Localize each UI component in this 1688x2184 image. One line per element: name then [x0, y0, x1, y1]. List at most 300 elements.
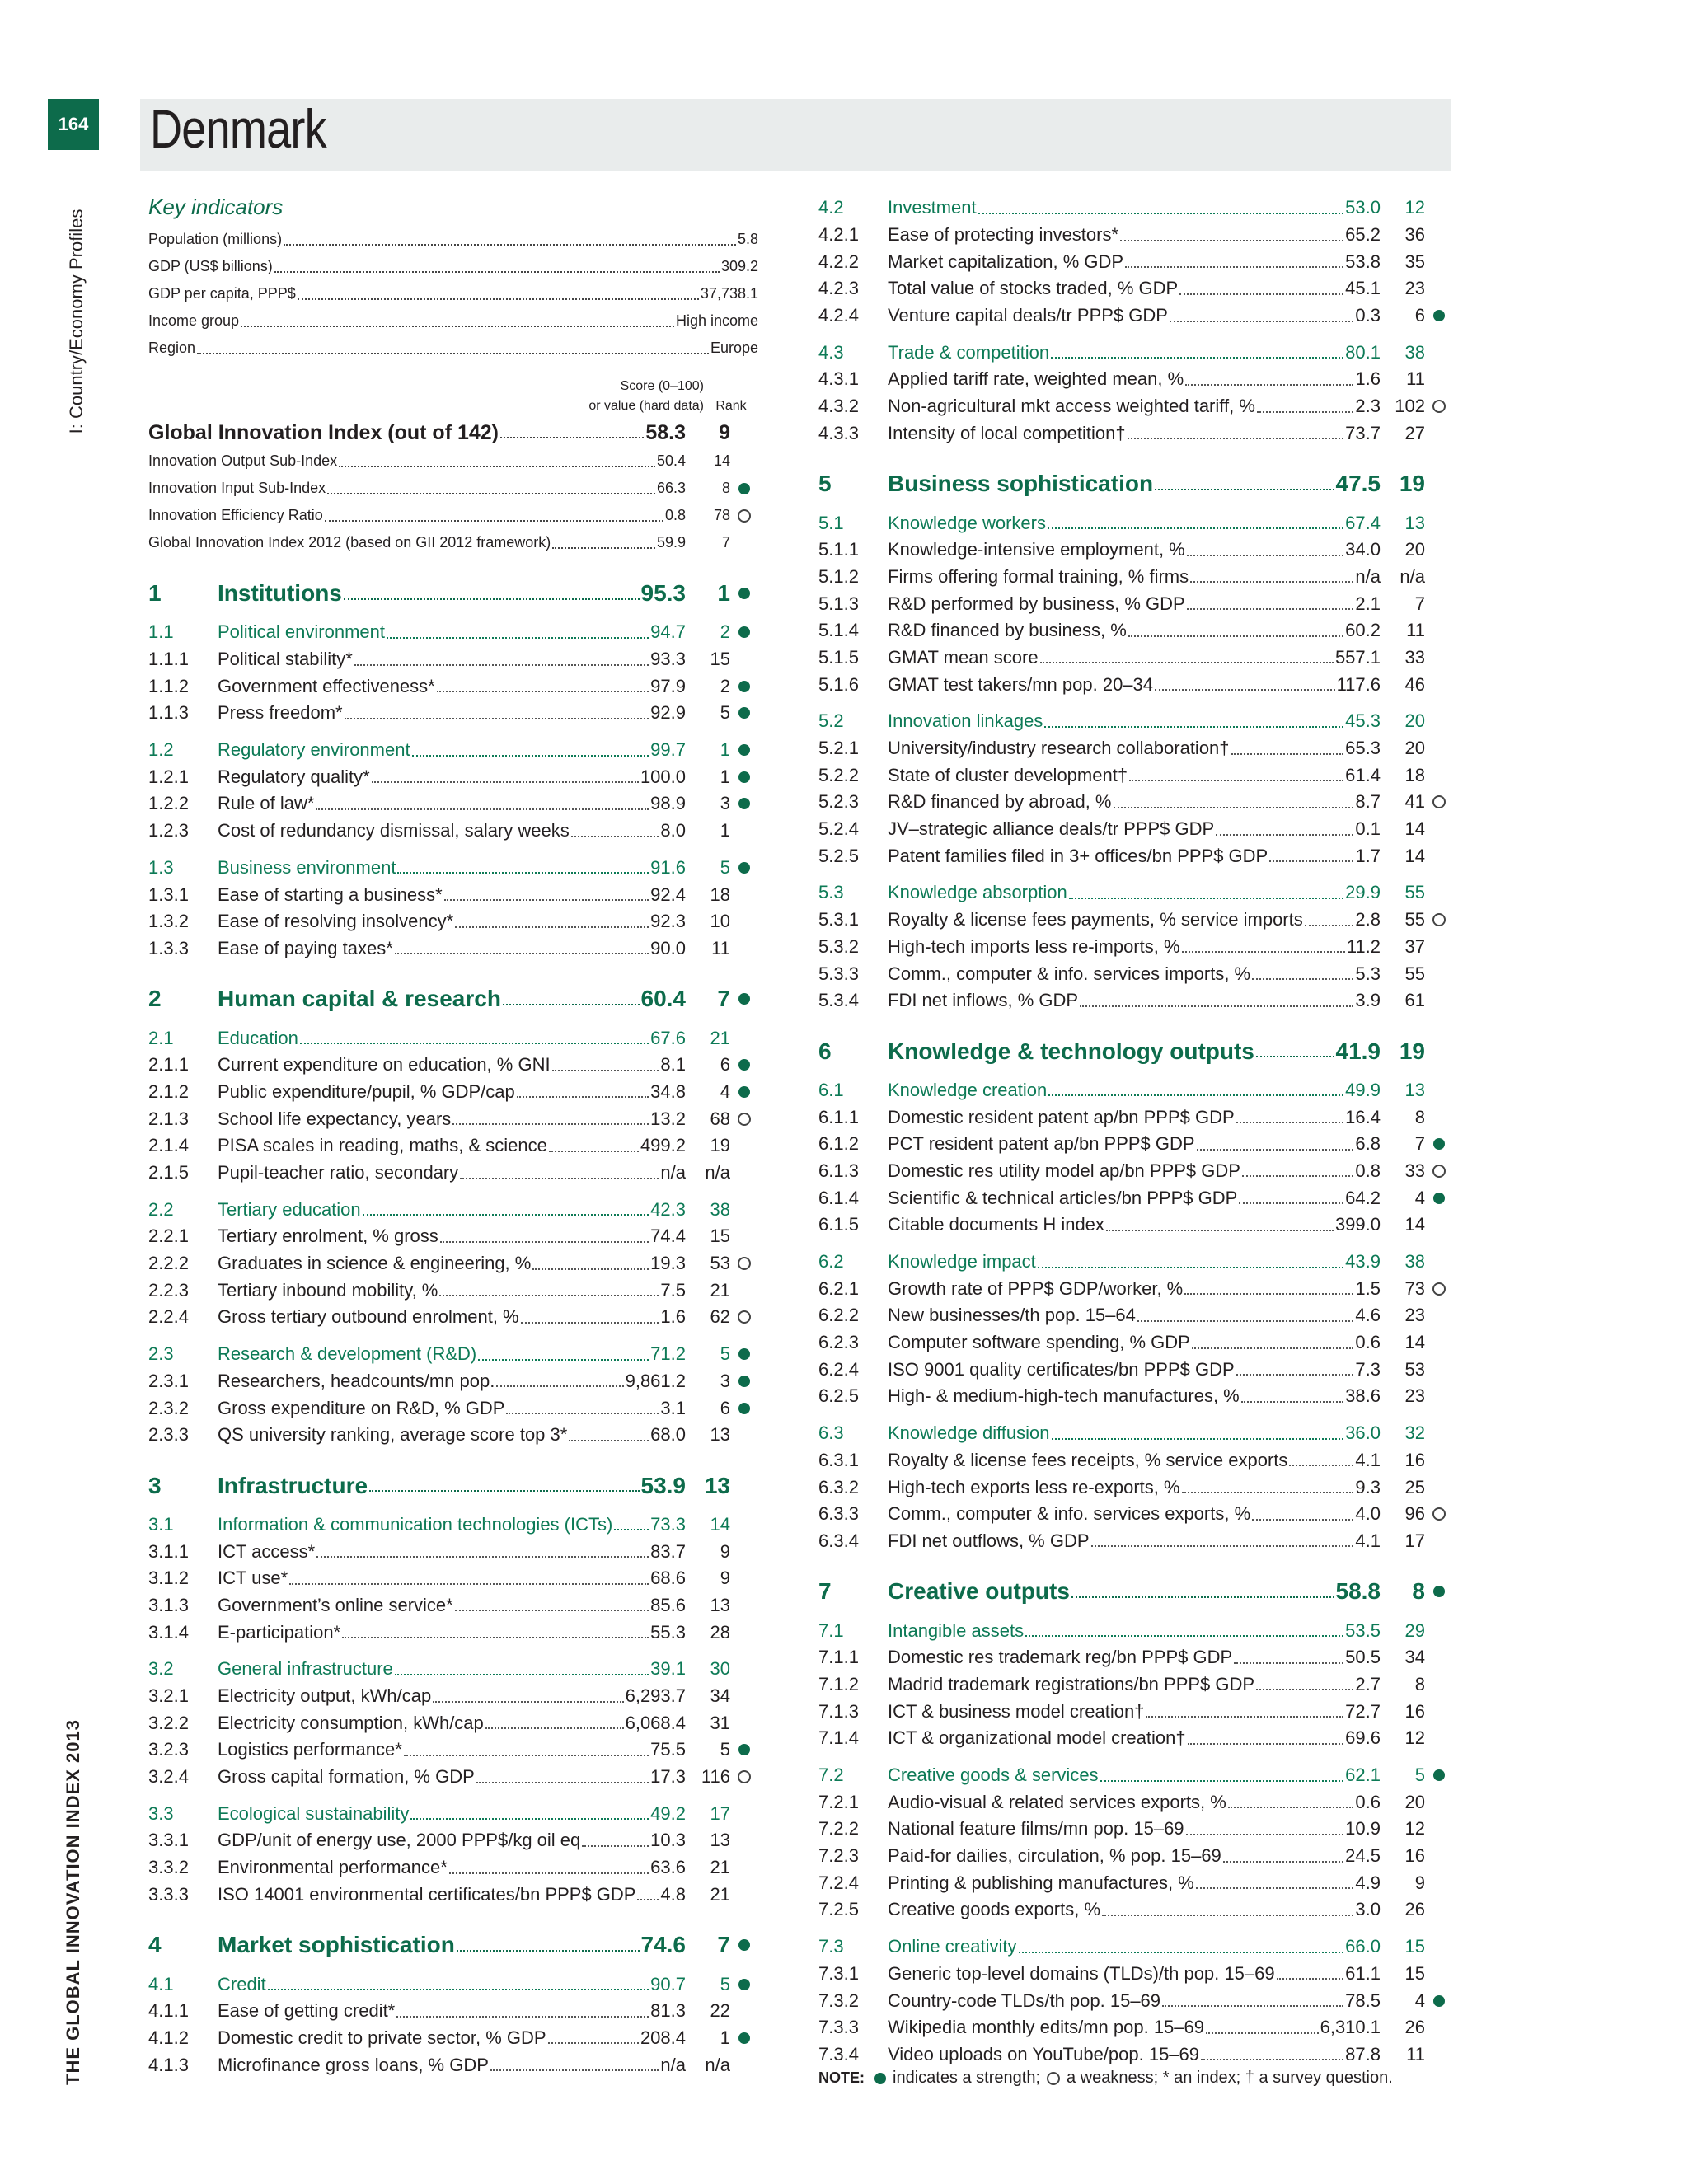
leader-dots: [325, 510, 663, 522]
gii-rank: 7: [721, 534, 730, 551]
mark-cell: [730, 1979, 758, 1990]
strength-dot-icon: [738, 1403, 750, 1414]
left-column: [148, 194, 758, 2079]
row-number: 6.2.5: [818, 1385, 859, 1407]
leader-dots: [1223, 1850, 1343, 1863]
row-value: 95.3: [640, 580, 686, 606]
row-rank: 25: [1404, 1476, 1425, 1497]
indicator-row: [148, 673, 758, 700]
leader-dots: [1201, 2048, 1343, 2060]
row-label: Rule of law*: [218, 793, 315, 814]
mark-cell: [730, 1403, 758, 1414]
row-number: 2.2.1: [148, 1226, 189, 1247]
row-number: 3.1.4: [148, 1621, 189, 1643]
row-number: 3.3.1: [148, 1830, 189, 1851]
leader-dots: [614, 1518, 649, 1530]
row-label: National feature films/mn pop. 15–69: [888, 1818, 1184, 1840]
indicator-row: [818, 302, 1453, 330]
row-value: 74.4: [650, 1226, 686, 1247]
row-number: 3.3.3: [148, 1883, 189, 1905]
row-number: 3.2.1: [148, 1685, 189, 1707]
indicator-row: [818, 907, 1453, 934]
row-value: 62.1: [1345, 1765, 1381, 1786]
row-rank: 6: [720, 1397, 730, 1418]
row-rank: 30: [710, 1658, 730, 1680]
pillar-row: [148, 983, 758, 1015]
row-number: 6.1: [818, 1079, 844, 1100]
mark-cell: [730, 1310, 758, 1324]
indicator-row: [148, 790, 758, 818]
gii-value: 59.9: [656, 534, 686, 551]
row-value: 94.7: [650, 621, 686, 643]
sub-pillar-row: [818, 509, 1453, 537]
row-number: 4.2: [818, 197, 844, 218]
sub-pillar-row: [818, 1762, 1453, 1789]
row-number: 1.3.3: [148, 937, 189, 958]
row-label: Government effectiveness*: [218, 675, 435, 696]
side-label-publication: THE GLOBAL INNOVATION INDEX 2013: [63, 1719, 83, 2085]
row-rank: 5: [1414, 1765, 1425, 1786]
mark-cell: [1425, 1165, 1453, 1178]
sub-pillar-group: [148, 1656, 758, 1790]
row-rank: 27: [1404, 422, 1425, 443]
indicator-row: [148, 1368, 758, 1395]
row-label: FDI net outflows, % GDP: [888, 1530, 1090, 1551]
leader-dots: [548, 2032, 639, 2044]
leader-dots: [1080, 995, 1353, 1007]
row-number: 7.2.2: [818, 1818, 859, 1840]
strength-dot-icon: [738, 1086, 750, 1098]
row-label: Trade & competition: [888, 341, 1050, 363]
row-number: 4.3.3: [818, 422, 859, 443]
row-label: High-tech exports less re-exports, %: [888, 1476, 1180, 1497]
indicator-row: [818, 222, 1453, 249]
indicator-row: [148, 1619, 758, 1646]
leader-dots: [1206, 2022, 1319, 2034]
mark-cell: [730, 1744, 758, 1755]
mark-cell: [1425, 795, 1453, 808]
row-value: 5.3: [1355, 963, 1381, 984]
mark-cell: [730, 1113, 758, 1126]
leader-dots: [437, 680, 649, 692]
row-label: General infrastructure: [218, 1658, 393, 1680]
leader-dots: [549, 1140, 639, 1152]
sub-pillar-row: [818, 1420, 1453, 1447]
sub-pillar-group: [148, 855, 758, 963]
row-label: Environmental performance*: [218, 1857, 448, 1878]
row-value: 0.6: [1355, 1332, 1381, 1353]
row-value: 6,068.4: [625, 1712, 686, 1733]
row-number: 1.3: [148, 856, 174, 878]
mark-cell: [730, 862, 758, 874]
row-value: n/a: [660, 2054, 686, 2075]
row-rank: 13: [1404, 1079, 1425, 1100]
indicator-row: [148, 1250, 758, 1277]
row-number: 5.2.3: [818, 791, 859, 813]
row-value: 10.9: [1345, 1818, 1381, 1840]
weakness-circle-icon: [738, 1770, 751, 1783]
indicator-row: [148, 1764, 758, 1791]
indicator-value: Europe: [710, 340, 758, 356]
leader-dots: [455, 916, 649, 928]
leader-dots: [404, 1744, 649, 1756]
weakness-circle-icon: [1432, 1165, 1446, 1178]
weakness-circle-icon: [1432, 400, 1446, 413]
leader-dots: [1197, 1138, 1354, 1151]
row-number: 5.1.6: [818, 673, 859, 695]
leader-dots: [1106, 1219, 1334, 1231]
row-rank: 11: [1406, 2043, 1425, 2064]
row-label: Venture capital deals/tr PPP$ GDP: [888, 305, 1168, 326]
row-value: 69.6: [1345, 1727, 1381, 1749]
mark-cell: [1425, 1282, 1453, 1296]
row-value: 92.3: [650, 911, 686, 932]
row-rank: 2: [720, 621, 730, 643]
row-value: 61.1: [1345, 1962, 1381, 1984]
row-label: Printing & publishing manufactures, %: [888, 1872, 1194, 1893]
strength-dot-icon: [738, 798, 750, 809]
row-rank: 6: [720, 1054, 730, 1076]
row-value: 41.9: [1335, 1038, 1381, 1064]
sub-pillar-group: [818, 708, 1453, 869]
row-label: Knowledge impact: [888, 1251, 1036, 1272]
indicator-row: [818, 816, 1453, 843]
indicator-row: [818, 762, 1453, 789]
leader-dots: [1190, 570, 1353, 583]
row-rank: 7: [1414, 1133, 1425, 1155]
score-header: [148, 377, 758, 418]
leader-dots: [1102, 1904, 1353, 1916]
indicator-row: [818, 1869, 1453, 1896]
gii-main-row: [148, 418, 758, 448]
leader-dots: [274, 261, 720, 273]
gii-rank: 9: [719, 420, 730, 444]
row-rank: 19: [1399, 471, 1425, 497]
gii-sub-row: [148, 502, 758, 529]
row-value: 93.3: [650, 649, 686, 670]
row-value: 97.9: [650, 675, 686, 696]
row-rank: 21: [710, 1027, 730, 1048]
gii-rank: 14: [713, 452, 730, 469]
leader-dots: [1188, 1732, 1344, 1745]
row-label: ICT use*: [218, 1568, 288, 1589]
sub-pillar-group: [148, 1196, 758, 1330]
leader-dots: [521, 1311, 659, 1324]
row-label: Domestic resident patent ap/bn PPP$ GDP: [888, 1106, 1235, 1127]
row-label: Credit: [218, 1973, 266, 1994]
indicator-row: [818, 2041, 1453, 2069]
row-rank: 16: [1404, 1700, 1425, 1722]
indicator-row: [148, 2051, 758, 2079]
indicator-row: [818, 1302, 1453, 1329]
indicator-row: [818, 644, 1453, 672]
leader-dots: [1048, 1084, 1343, 1096]
mark-cell: [1425, 1586, 1453, 1597]
right-column: [818, 194, 1453, 2068]
row-rank: 34: [710, 1685, 730, 1707]
leader-dots: [455, 1599, 649, 1611]
row-value: 64.2: [1345, 1187, 1381, 1208]
sub-pillar-group: [818, 879, 1453, 1014]
row-label: Total value of stocks traded, % GDP: [888, 278, 1179, 299]
row-value: 557.1: [1334, 646, 1381, 668]
row-label: High- & medium-high-tech manufactures, %: [888, 1385, 1240, 1407]
row-label: R&D performed by business, % GDP: [888, 593, 1185, 614]
row-number: 7.2.4: [818, 1872, 859, 1893]
row-value: 16.4: [1345, 1106, 1381, 1127]
leader-dots: [460, 1167, 659, 1179]
key-indicator-row: [148, 226, 758, 253]
leader-dots: [1069, 887, 1343, 899]
leader-dots: [298, 288, 699, 300]
row-rank: 14: [1404, 1214, 1425, 1235]
mark-cell: [730, 626, 758, 638]
row-number: 6.3.3: [818, 1503, 859, 1525]
score-header-line2: or value (hard data): [588, 399, 704, 413]
row-value: 4.8: [660, 1883, 686, 1905]
indicator-row: [818, 934, 1453, 961]
row-number: 7.2.3: [818, 1845, 859, 1867]
row-number: 3.3.2: [148, 1857, 189, 1878]
row-number: 2.2.3: [148, 1279, 189, 1301]
row-label: R&D financed by business, %: [888, 620, 1127, 641]
row-label: Press freedom*: [218, 702, 343, 724]
mark-cell: [1425, 1769, 1453, 1781]
mark-cell: [1425, 913, 1453, 926]
row-value: 7.3: [1355, 1358, 1381, 1380]
row-rank: 55: [1404, 909, 1425, 930]
leader-dots: [1051, 346, 1343, 359]
row-label: Business sophistication: [888, 471, 1154, 497]
mark-cell: [730, 771, 758, 783]
row-value: 38.6: [1345, 1385, 1381, 1407]
leader-dots: [452, 1113, 649, 1125]
indicator-row: [818, 1383, 1453, 1410]
row-label: Tertiary inbound mobility, %: [218, 1279, 438, 1301]
row-label: Paid-for dailies, circulation, % pop. 15–69: [888, 1845, 1221, 1867]
row-number: 2: [148, 986, 162, 1012]
indicator-row: [148, 1565, 758, 1592]
row-value: 0.8: [1355, 1160, 1381, 1181]
row-rank: 34: [1404, 1647, 1425, 1668]
indicator-row: [818, 537, 1453, 564]
row-label: School life expectancy, years: [218, 1108, 452, 1129]
row-number: 5.2.5: [818, 845, 859, 866]
row-label: Institutions: [218, 580, 342, 606]
row-value: 6.8: [1355, 1133, 1381, 1155]
row-number: 3: [148, 1472, 162, 1498]
leader-dots: [1071, 1586, 1334, 1598]
leader-dots: [289, 1572, 649, 1585]
row-rank: 62: [710, 1306, 730, 1328]
sub-pillar-group: [818, 1249, 1453, 1410]
row-value: 53.5: [1345, 1619, 1381, 1641]
row-value: 45.1: [1345, 278, 1381, 299]
indicator-row: [148, 1854, 758, 1882]
row-label: Non-agricultural mkt access weighted tariff, %: [888, 396, 1255, 417]
sub-pillar-group: [148, 1341, 758, 1449]
indicator-row: [818, 1212, 1453, 1239]
sub-pillar-row: [818, 879, 1453, 907]
row-number: 3.1.3: [148, 1594, 189, 1615]
row-rank: 9: [720, 1540, 730, 1562]
row-label: Government’s online service*: [218, 1594, 453, 1615]
indicator-row: [148, 1277, 758, 1304]
row-rank: 13: [704, 1472, 730, 1498]
row-number: 3.3: [148, 1802, 174, 1824]
row-rank: 18: [710, 883, 730, 905]
indicator-row: [818, 2014, 1453, 2041]
indicator-row: [818, 1158, 1453, 1185]
row-value: 80.1: [1345, 341, 1381, 363]
row-rank: 1: [720, 2027, 730, 2048]
row-value: 91.6: [650, 856, 686, 878]
row-value: 2.7: [1355, 1673, 1381, 1694]
weakness-circle-icon: [738, 1257, 751, 1270]
leader-dots: [490, 2059, 659, 2071]
indicator-row: [818, 617, 1453, 644]
pillar-section: [818, 194, 1453, 447]
row-number: 5.1: [818, 512, 844, 533]
row-label: Knowledge diffusion: [888, 1422, 1050, 1444]
row-rank: 55: [1404, 882, 1425, 903]
row-value: 61.4: [1345, 764, 1381, 785]
row-label: Business environment: [218, 856, 396, 878]
leader-dots: [316, 798, 649, 810]
indicator-row: [818, 1447, 1453, 1474]
row-number: 6.2.2: [818, 1305, 859, 1326]
sub-pillar-row: [148, 1196, 758, 1223]
row-label: Knowledge absorption: [888, 882, 1067, 903]
row-value: 4.1: [1355, 1449, 1381, 1470]
row-value: 34.0: [1345, 539, 1381, 560]
note-weakness-text: a weakness; * an index; † a survey question.: [1067, 2069, 1393, 2087]
row-number: 2.2: [148, 1198, 174, 1220]
indicator-row: [148, 2025, 758, 2052]
row-rank: 38: [710, 1198, 730, 1220]
leader-dots: [532, 1258, 649, 1270]
row-rank: 1: [717, 580, 730, 606]
leader-dots: [300, 1032, 649, 1044]
row-number: 5.1.1: [818, 539, 859, 560]
mark-cell: [730, 1376, 758, 1387]
row-label: Political stability*: [218, 649, 353, 670]
mark-cell: [730, 1257, 758, 1270]
leader-dots: [1228, 1796, 1354, 1808]
row-value: 60.4: [640, 986, 686, 1012]
row-rank: 4: [1414, 1990, 1425, 2011]
row-value: 3.1: [660, 1397, 686, 1418]
sub-pillar-group: [148, 1511, 758, 1646]
mark-cell: [1425, 1507, 1453, 1521]
gii-sub-row: [148, 529, 758, 556]
row-label: Political environment: [218, 621, 385, 643]
indicator-label: GDP (US$ billions): [148, 258, 273, 274]
row-label: Electricity output, kWh/cap: [218, 1685, 432, 1707]
row-number: 4.2.1: [818, 224, 859, 246]
indicator-value: 309.2: [720, 258, 758, 274]
row-number: 7.2: [818, 1765, 844, 1786]
row-value: 7.5: [660, 1279, 686, 1301]
row-label: Current expenditure on education, % GNI: [218, 1054, 551, 1076]
row-number: 5.3.1: [818, 909, 859, 930]
row-number: 7.3.1: [818, 1962, 859, 1984]
row-label: Firms offering formal training, % firms: [888, 565, 1189, 587]
row-value: 2.3: [1355, 396, 1381, 417]
mark-cell: [730, 798, 758, 809]
sub-pillar-group: [818, 1933, 1453, 2068]
row-rank: 41: [1404, 791, 1425, 813]
row-rank: 13: [710, 1424, 730, 1446]
indicator-row: [148, 1683, 758, 1710]
row-rank: 68: [710, 1108, 730, 1129]
strength-dot-icon: [1433, 1769, 1445, 1781]
leader-dots: [500, 427, 644, 438]
row-rank: 1: [720, 766, 730, 787]
row-label: Regulatory quality*: [218, 766, 370, 787]
row-rank: 1: [720, 820, 730, 841]
row-label: Gross tertiary outbound enrolment, %: [218, 1306, 519, 1328]
indicator-row: [148, 881, 758, 908]
row-rank: 18: [1404, 764, 1425, 785]
indicator-row: [148, 908, 758, 935]
strength-dot-icon: [738, 771, 750, 783]
row-value: 29.9: [1345, 882, 1381, 903]
side-label-section: I: Country/Economy Profiles: [66, 209, 87, 434]
indicator-row: [818, 842, 1453, 869]
row-label: Innovation linkages: [888, 710, 1043, 732]
row-value: 90.0: [650, 937, 686, 958]
leader-dots: [1305, 914, 1354, 926]
row-label: GMAT mean score: [888, 646, 1039, 668]
leader-dots: [1182, 1481, 1354, 1493]
sub-pillar-group: [148, 1971, 758, 2079]
page-number: 164: [48, 99, 99, 150]
leader-dots: [1256, 1678, 1353, 1690]
row-number: 7.1.4: [818, 1727, 859, 1749]
row-rank: 23: [1404, 1385, 1425, 1407]
sub-pillar-group: [148, 619, 758, 727]
leader-dots: [1048, 517, 1343, 529]
row-number: 1.2.1: [148, 766, 189, 787]
weakness-circle-icon: [1047, 2072, 1060, 2085]
leader-dots: [1128, 625, 1343, 637]
indicator-row: [148, 700, 758, 727]
row-number: 3.2.3: [148, 1739, 189, 1760]
row-value: 71.2: [650, 1343, 686, 1365]
gii-value: 50.4: [656, 452, 686, 469]
row-label: Online creativity: [888, 1936, 1017, 1957]
row-number: 6.2.1: [818, 1277, 859, 1299]
indicator-row: [818, 1329, 1453, 1357]
indicator-row: [818, 1671, 1453, 1699]
weakness-circle-icon: [1432, 1282, 1446, 1296]
row-value: 68.0: [650, 1424, 686, 1446]
country-title: Denmark: [150, 98, 326, 159]
row-number: 7.2.5: [818, 1899, 859, 1920]
row-rank: 12: [1404, 197, 1425, 218]
row-rank: 6: [1414, 305, 1425, 326]
indicator-row: [818, 1816, 1453, 1843]
row-value: 9.3: [1355, 1476, 1381, 1497]
indicator-row: [818, 1843, 1453, 1870]
row-number: 6.1.1: [818, 1106, 859, 1127]
indicator-row: [818, 1725, 1453, 1752]
row-rank: 96: [1404, 1503, 1425, 1525]
row-number: 5.1.4: [818, 620, 859, 641]
pillar-section: [148, 1470, 758, 1909]
mark-cell: [730, 1059, 758, 1071]
